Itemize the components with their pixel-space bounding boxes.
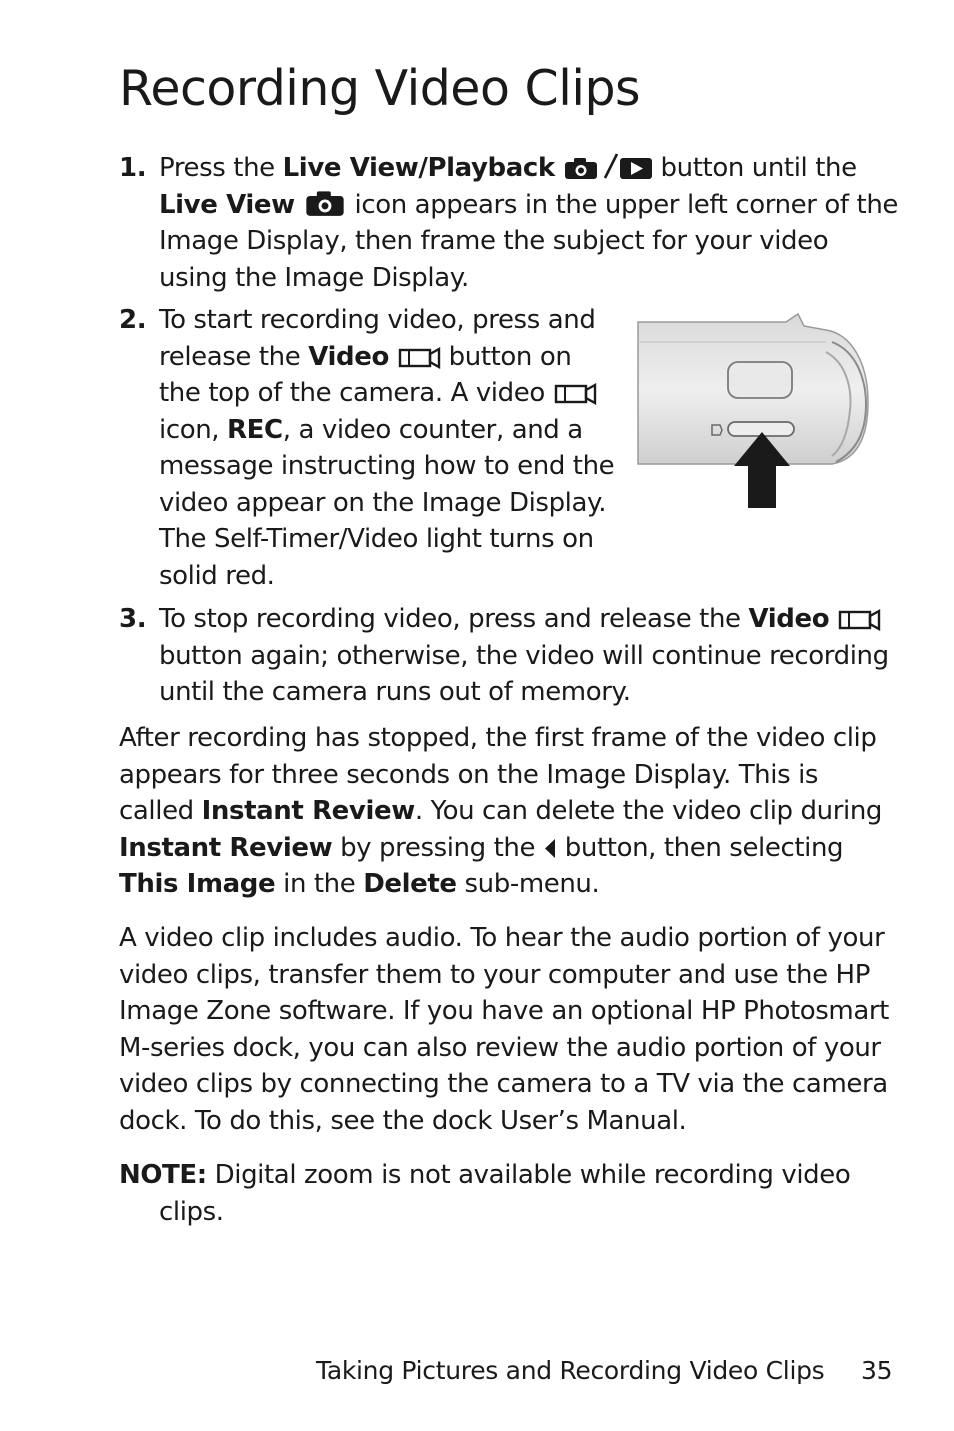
audio-paragraph: A video clip includes audio. To hear the audio portion of your video clips, transfer them to your computer and use the HP Image Zone software. If you have an optional HP Photosmart M-series dock, you can also review the audio portion of your video clips by connecting the camera to a TV via the camera dock. To do this, see the dock User’s Manual. — [119, 923, 889, 1136]
video-icon — [397, 345, 441, 369]
video-icon — [553, 381, 597, 405]
step-1 — [119, 150, 899, 296]
step-number: 2. — [119, 305, 147, 335]
camera-top-illustration — [636, 312, 876, 512]
camera-icon — [303, 189, 347, 217]
instant-review-paragraph: After recording has stopped, the first frame of the video clip appears for three seconds on the Image Display. This is called Instant Review. You can delete the video clip during Instant Review by pressing the button, then selecting This Image in the Delete sub-menu. — [119, 723, 883, 899]
step-3 — [119, 601, 899, 711]
note-text: Digital zoom is not available while recording video clips. — [159, 1160, 851, 1227]
note — [119, 1157, 899, 1230]
step-number: 1. — [119, 153, 147, 183]
video-icon — [837, 607, 881, 631]
footer-section-title: Taking Pictures and Recording Video Clips — [316, 1356, 825, 1385]
slash-divider-icon — [603, 152, 619, 180]
camera-icon — [563, 156, 599, 180]
step-text: To start recording video, press and release the Video button on the top of the camera. A video icon, REC, a video counter, and a message instructing how to end the video appear on the Image Display. The Self-Timer/Video light turns on solid red. — [159, 305, 615, 591]
note-label: NOTE: — [119, 1160, 207, 1190]
step-text: To stop recording video, press and release the Video button again; otherwise, the video will continue recording until the camera runs out of memory. — [159, 604, 889, 707]
step-number: 3. — [119, 604, 147, 634]
step-2 — [119, 302, 619, 594]
page-title: Recording Video Clips — [119, 60, 641, 117]
left-arrow-icon — [543, 836, 557, 860]
step-text: Press the Live View/Playback button until the Live View icon appears in the upper left corner of the Image Display, then frame the subject for your video using the Image Display. — [159, 153, 898, 293]
page-number: 35 — [861, 1356, 893, 1385]
playback-icon — [619, 156, 653, 180]
